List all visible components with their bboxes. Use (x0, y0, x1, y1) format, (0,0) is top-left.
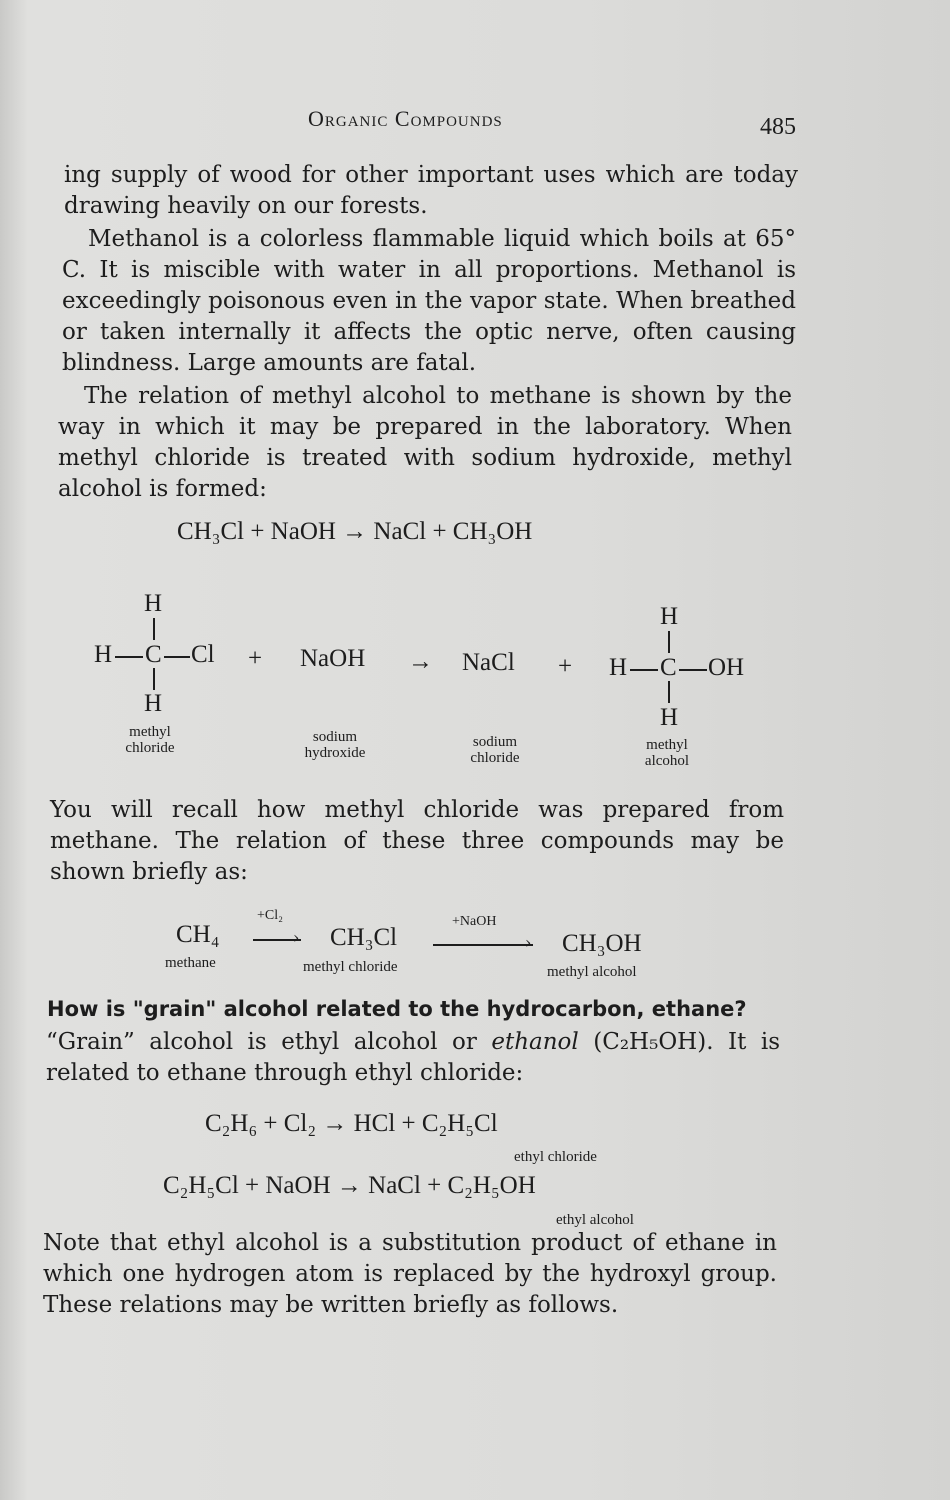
arrow-head-icon: › (293, 928, 300, 947)
reagent-naoh: NaOH (300, 645, 366, 672)
scheme-ch3cl: CH₃Cl (330, 924, 398, 951)
arrow-head-icon: › (525, 933, 532, 952)
scheme-arrow-2 (433, 944, 533, 946)
bond (679, 669, 707, 671)
equation-ethyl-chloride: C₂H₆ + Cl₂ → HCl + C₂H₅Cl (205, 1110, 498, 1137)
atom-c-right: C (660, 654, 677, 681)
paragraph-1: ing supply of wood for other important uses which are today drawing heavily on our forests. (64, 162, 798, 219)
scheme-reagent-cl2: +Cl₂ (257, 908, 284, 923)
atom-h-bottom-right: H (660, 704, 679, 731)
running-header: Organic Compounds (308, 106, 503, 131)
label-sodium-hydroxide: sodium hydroxide (304, 729, 366, 761)
paragraph-substitution: Note that ethyl alcohol is a substitution product of ethane in which one hydrogen atom is replaced by the hydroxyl group. These relations may be written briefly as follows. (43, 1230, 777, 1318)
plus-sign: + (558, 653, 573, 680)
scheme-label-methane: methane (165, 955, 216, 971)
paragraph-recall: You will recall how methyl chloride was prepared from methane. The relation of these three compounds may be shown briefly as: (50, 797, 784, 885)
atom-c-left: C (145, 641, 162, 668)
paragraph-methanol: Methanol is a colorless flammable liquid which boils at 65° C. It is miscible with water in all proportions. Methanol is exceedingly poisonous even in the vapor state. When breathed or taken internally it affects the optic nerve, often causing blindness. Large amounts are fatal. (62, 226, 796, 376)
section-question: How is "grain" alcohol related to the hydrocarbon, ethane? (47, 997, 747, 1021)
equation-methyl-alcohol: CH₃Cl + NaOH → NaCl + CH₃OH (177, 518, 533, 545)
bond (115, 656, 143, 658)
atom-h-left: H (94, 641, 113, 668)
atom-cl: Cl (191, 641, 215, 668)
bond (153, 668, 155, 690)
reaction-arrow: → (408, 648, 433, 675)
label-ethyl-alcohol: ethyl alcohol (556, 1212, 634, 1228)
paragraph-grain-alcohol (46, 1027, 780, 1089)
bond (668, 681, 670, 703)
label-sodium-chloride: sodium chloride (470, 734, 520, 766)
bond (164, 656, 190, 658)
product-nacl: NaCl (462, 649, 515, 676)
plus-sign: + (248, 645, 263, 672)
atom-h-top-right: H (660, 603, 679, 630)
atom-h-bottom-left: H (144, 690, 163, 717)
bond (630, 669, 658, 671)
label-methyl-alcohol: methyl alcohol (644, 737, 690, 769)
equation-ethyl-alcohol: C₂H₅Cl + NaOH → NaCl + C₂H₅OH (163, 1172, 536, 1199)
scheme-ch4: CH₄ (176, 921, 220, 948)
italic-term: ethanol (491, 1029, 579, 1055)
label-methyl-chloride: methyl chloride (125, 724, 175, 756)
scheme-label-methyl-alcohol: methyl alcohol (547, 964, 637, 980)
atom-h-right: H (609, 654, 628, 681)
atom-oh: OH (708, 654, 745, 681)
text-span: “Grain” alcohol is ethyl alcohol or (46, 1029, 492, 1055)
atom-h-top-left: H (144, 590, 163, 617)
scheme-ch3oh: CH₃OH (562, 930, 642, 957)
page-number: 485 (760, 114, 796, 140)
paragraph-relation: The relation of methyl alcohol to methane is shown by the way in which it may be prepared in the laboratory. When methyl chloride is treated with sodium hydroxide, methyl alcohol is formed: (58, 383, 792, 502)
bond (153, 618, 155, 640)
scheme-label-methyl-chloride: methyl chloride (303, 959, 398, 975)
text-span: (C₂H₅OH). It is related to ethane through ethyl chloride: (46, 1029, 780, 1086)
scheme-reagent-naoh: +NaOH (452, 914, 497, 929)
label-ethyl-chloride: ethyl chloride (514, 1149, 597, 1165)
bond (668, 631, 670, 653)
